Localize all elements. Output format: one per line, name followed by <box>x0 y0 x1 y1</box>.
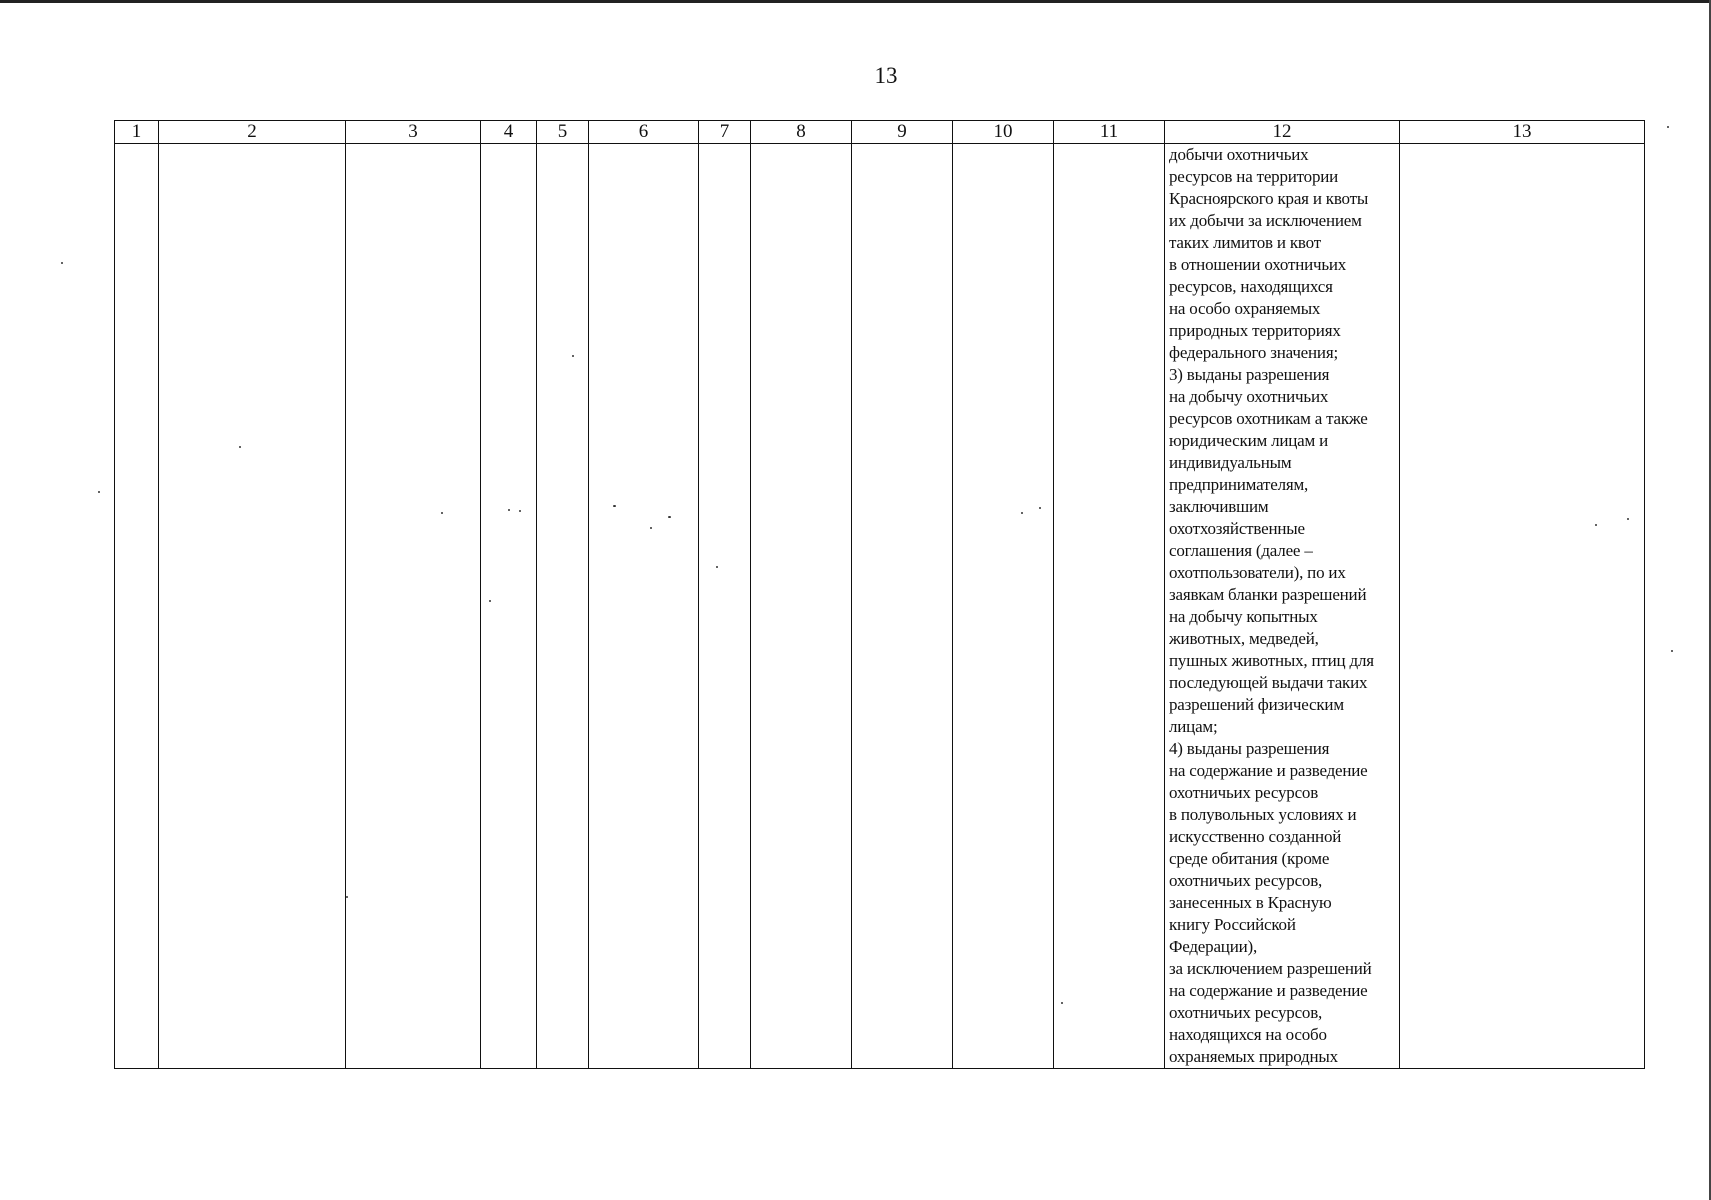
column-header-10: 10 <box>953 121 1054 144</box>
text-line: на особо охраняемых <box>1169 299 1321 318</box>
text-line: ресурсов на территории <box>1169 167 1339 186</box>
column-header-6: 6 <box>589 121 699 144</box>
scan-speck <box>239 446 241 448</box>
text-line: за исключением разрешений <box>1169 959 1372 978</box>
scan-speck <box>489 600 491 602</box>
text-line: животных, медведей, <box>1169 629 1319 648</box>
text-line: на содержание и разведение <box>1169 761 1368 780</box>
column-header-5: 5 <box>537 121 589 144</box>
table-cell-col1 <box>115 144 159 1069</box>
text-line: находящихся на особо <box>1169 1025 1327 1044</box>
text-line: предпринимателям, <box>1169 475 1309 494</box>
text-line: среде обитания (кроме <box>1169 849 1330 868</box>
text-line: заявкам бланки разрешений <box>1169 585 1367 604</box>
text-line: разрешений физическим <box>1169 695 1344 714</box>
text-line: книгу Российской <box>1169 915 1296 934</box>
table-cell-col3 <box>346 144 481 1069</box>
text-line: на содержание и разведение <box>1169 981 1368 1000</box>
text-line: ресурсов, находящихся <box>1169 277 1333 296</box>
text-line: Красноярского края и квоты <box>1169 189 1369 208</box>
text-line: на добычу копытных <box>1169 607 1318 626</box>
scan-speck <box>572 355 574 357</box>
scan-speck <box>716 566 718 568</box>
text-line: юридическим лицам и <box>1169 431 1329 450</box>
text-line: добычи охотничьих <box>1169 145 1309 164</box>
text-line: в полувольных условиях и <box>1169 805 1357 824</box>
column12-text <box>1165 144 1399 1068</box>
table-cell-col12 <box>1165 144 1400 1069</box>
text-line: лицам; <box>1169 717 1218 736</box>
column-header-1: 1 <box>115 121 159 144</box>
text-line: охраняемых природных <box>1169 1047 1338 1066</box>
text-line: пушных животных, птиц для <box>1169 651 1374 670</box>
text-line: их добычи за исключением <box>1169 211 1362 230</box>
table-cell-col11 <box>1054 144 1165 1069</box>
text-line: 4) выданы разрешения <box>1169 739 1330 758</box>
scan-speck <box>1627 518 1629 520</box>
scan-speck <box>98 491 100 493</box>
column-header-11: 11 <box>1054 121 1165 144</box>
scan-speck <box>1671 650 1673 652</box>
scan-speck <box>508 509 510 511</box>
text-line: федерального значения; <box>1169 343 1338 362</box>
text-line: охотхозяйственные <box>1169 519 1305 538</box>
text-line: охотничьих ресурсов, <box>1169 1003 1323 1022</box>
scan-speck <box>1667 126 1669 128</box>
header-row <box>115 121 1645 144</box>
column-header-8: 8 <box>751 121 852 144</box>
scan-speck <box>519 510 521 512</box>
table-row <box>115 144 1645 1069</box>
table-cell-col8 <box>751 144 852 1069</box>
text-line: 3) выданы разрешения <box>1169 365 1330 384</box>
text-line: заключившим <box>1169 497 1269 516</box>
table-cell-col13 <box>1400 144 1645 1069</box>
scan-speck <box>1039 507 1041 509</box>
column-header-12: 12 <box>1165 121 1400 144</box>
text-line: занесенных в Красную <box>1169 893 1332 912</box>
page-number: 13 <box>874 63 898 88</box>
column-header-7: 7 <box>699 121 751 144</box>
text-line: последующей выдачи таких <box>1169 673 1368 692</box>
text-line: охотничьих ресурсов <box>1169 783 1319 802</box>
scan-speck <box>61 262 63 264</box>
text-line: на добычу охотничьих <box>1169 387 1329 406</box>
text-line: индивидуальным <box>1169 453 1292 472</box>
scan-speck <box>668 516 671 518</box>
text-line: в отношении охотничьих <box>1169 255 1347 274</box>
table-cell-col4 <box>481 144 537 1069</box>
scan-speck <box>650 527 652 529</box>
scan-speck <box>346 896 348 898</box>
column-header-13: 13 <box>1400 121 1645 144</box>
table-cell-col10 <box>953 144 1054 1069</box>
column-header-2: 2 <box>159 121 346 144</box>
table-cell-col7 <box>699 144 751 1069</box>
text-line: соглашения (далее – <box>1169 541 1313 560</box>
table-cell-col5 <box>537 144 589 1069</box>
scan-speck <box>1061 1002 1063 1004</box>
scan-speck <box>613 505 616 507</box>
text-line: искусственно созданной <box>1169 827 1342 846</box>
scan-speck <box>1021 512 1023 514</box>
text-line: охотничьих ресурсов, <box>1169 871 1323 890</box>
text-line: Федерации), <box>1169 937 1257 956</box>
table-cell-col2 <box>159 144 346 1069</box>
scan-speck <box>441 512 443 514</box>
table-cell-col9 <box>852 144 953 1069</box>
text-line: охотпользователи), по их <box>1169 563 1346 582</box>
column-header-4: 4 <box>481 121 537 144</box>
document-table <box>114 120 1645 1069</box>
text-line: таких лимитов и квот <box>1169 233 1321 252</box>
text-line: ресурсов охотникам а также <box>1169 409 1368 428</box>
text-line: природных территориях <box>1169 321 1341 340</box>
page-top-edge <box>0 0 1711 3</box>
column-header-9: 9 <box>852 121 953 144</box>
column-header-3: 3 <box>346 121 481 144</box>
scan-speck <box>1595 524 1597 526</box>
table-cell-col6 <box>589 144 699 1069</box>
